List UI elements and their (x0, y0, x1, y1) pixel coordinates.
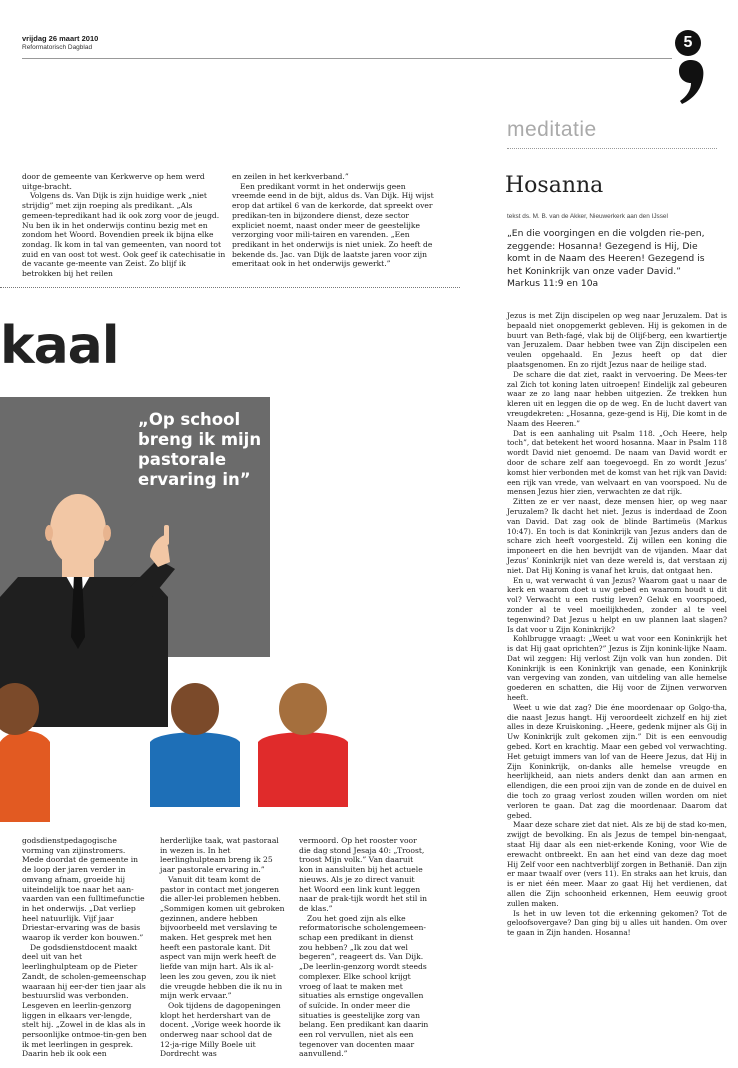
paragraph: Zou het goed zijn als elke reformatorische scholengemeen-schap een predikant in dienst zou hebben? „Ik zou dat wel begeren”, reageert ds. Van Dijk. „De leerlin-genzorg wordt steeds complexer. Elke school krijgt vroeg of laat te maken met situaties als ernstige ongevallen of suïcide. In onder meer die situaties is geestelijke zorg van belang. Een predikant kan daarin een rol vervullen, niet als een tegenover van docenten maar aanvullend.” (299, 913, 429, 1059)
scripture-reference: Markus 11:9 en 10a (507, 278, 599, 289)
headline-fragment: kaal (0, 316, 119, 376)
paragraph: Ook tijdens de dagopeningen klopt het herdershart van de docent. „Vorige week hoorde ik onderweg naar school dat de 12-ja-rige Milly Boele uit Dordrecht was (160, 1000, 281, 1059)
meditation-body (507, 311, 727, 938)
paragraph: Vanuit dit team komt de pastor in contact met jongeren die aller-lei problemen hebben. „Sommigen komen uit gebroken gezinnen, andere hebben bijvoorbeeld met verslaving te maken. Het gesprek met hen heeft een pastorale kant. Dit aspect van mijn werk heeft de liefde van mijn hart. Als ik al-leen les zou geven, zou ik niet die vreugde hebben die ik nu in mijn werk ervaar.” (160, 874, 285, 1001)
bottom-article-col-2 (160, 836, 286, 1059)
meditation-byline: tekst ds. M. B. van de Akker, Nieuwerkerk aan den IJssel (507, 213, 668, 220)
issue-date: vrijdag 26 maart 2010 (22, 34, 99, 43)
student-right (258, 683, 348, 807)
section-divider (0, 287, 460, 288)
page-number: 5 (675, 30, 701, 56)
paragraph: Volgens ds. Van Dijk is zijn huidige werk „niet strijdig” met zijn roeping als predikant. „Als gemeen-tepredikant had ik ook zorg voor de jeugd. Nu ben ik in het onderwijs continu bezig met en zondom het Woord. Bovendien preek ik bijna elke zondag. Ik kom in tal van gemeenten, van noord tot zuid en van oost tot west. Ook geef ik catechisatie in de vacante ge-meente van Zeist. Zo blijf ik betrokken bij het reilen (22, 191, 226, 279)
paragraph: Een predikant vormt in het onderwijs geen vreemde eend in de bijt, aldus ds. Van Dijk. Hij wijst erop dat artikel 6 van de kerkorde, dat spreekt over predikan-ten in bijzondere dienst, deze sector expliciet noemt, naast onder meer de geestelijke verzorging voor mili-tairen en varenden. „Een predikant in het onderwijs is niet uniek. Zo heeft de bekende ds. Jac. van Dijk de laatste jaren voor zijn emeritaat ook in het onderwijs gewerkt.” (232, 181, 434, 269)
paragraph: Is het in uw leven tot die erkenning gekomen? Tot de geloofsovergave? Dan ging bij u alles uit handen. Om over te gaan in Zijn handen. Hosanna! (507, 908, 727, 938)
newspaper-name: Reformatorisch Dagblad (22, 44, 93, 51)
paragraph: En u, wat verwacht ú van Jezus? Waarom gaat u naar de kerk en waarom doet u uw gebed en waarom houdt u dit vol? Verwacht u een rustig leven? Geluk en voorspoed, zonder al te veel moeilijkheden, zonder al te veel tegenwind? Dat Jezus u helpt en uw plannen laat slagen? Is dat voor u Zijn Koninkrijk? (507, 575, 727, 634)
paragraph: godsdienstpedagogische vorming van zijinstromers. Mede doordat de gemeente in de loop der jaren verder in omvang afnam, groeide hij uiteindelijk toe naar het aan-vaarden van een fulltimefunctie in het onderwijs. „Dat verliep heel natuurlijk. Vijf jaar Driestar-ervaring was de basis waarop ik verder kon bouwen.” (22, 836, 145, 943)
paragraph: door de gemeente van Kerkwerve op hem werd uitge-bracht. (22, 172, 205, 191)
paragraph: Zitten ze er ver naast, deze mensen hier, op weg naar Jeruzalem? Ik dacht het niet. Jezus is inderdaad de Zoon van David. Dat zag ook de blinde Bartimeüs (Markus 10:47). En toch is dat Koninkrijk van Jezus anders dan de schare zich heeft voorgesteld. Zij willen een koning die imponeert en die hen bevrijdt van de vijanden. Maar dat Jezus’ Koninkrijk niet van deze wereld is, dat verstaan zij niet. Dat Hij Koning is vanaf het kruis, dat ontgaat hen. (507, 497, 727, 575)
top-article-col-2 (232, 172, 436, 269)
pull-quote: „Op school breng ik mijn pastorale ervaring in” (138, 410, 262, 489)
meditation-title: Hosanna (505, 173, 604, 198)
paragraph: Dat is een aanhaling uit Psalm 118. „Och Heere, help toch”, dat betekent het woord hosanna. Maar in Psalm 118 wordt David niet genoemd. De naam van David wordt er door de schare zelf aan toegevoegd. En zo wordt Jezus’ komst hier verbonden met de komst van het rijk van David: een rijk van vrede, van welvaart en van voorspoed. Nu de mensen Jezus hier zien, verwachten ze dat rijk. (507, 428, 727, 497)
paragraph: Jezus is met Zijn discipelen op weg naar Jeruzalem. Dat is bepaald niet onopgemerkt gebleven. Hij is gekomen in de buurt van Beth-fagé, vlak bij de Olijf-berg, een kwartiertje van Jeruzalem. Daar hebben twee van Zijn discipelen een veulen opgehaald. En Jezus heeft op dat dier plaatsgenomen. En zo rijdt Jezus naar de heilige stad. (507, 311, 727, 369)
scripture-quote (507, 228, 722, 291)
paragraph: Kohlbrugge vraagt: „Weet u wat voor een Koninkrijk het is dat Hij gaat oprichten?” Jezus is Zijn konink-lijke Naam. Dat wil zeggen: Hij verlost Zijn volk van hun zonden. Dit Koninkrijk is een Koninkrijk van genade, een Koninkrijk van vergeving van zonden, van uitdeling van alle hemelse goederen en schatten, die Hij voor de Zijnen verworven heeft. (507, 634, 727, 703)
bottom-article-col-1 (22, 836, 148, 1059)
paragraph: herderlijke taak, wat pastoraal in wezen is. In het leerlinghulpteam breng ik 25 jaar pastorale ervaring in.” (160, 836, 279, 875)
comma-icon (676, 58, 706, 106)
section-label-rule (507, 148, 717, 149)
bottom-article-col-3 (299, 836, 429, 1059)
paragraph: De schare die dat ziet, raakt in vervoering. De Mees-ter zal Zich tot koning laten uitroepen! Eindelijk zal gebeuren waar ze zo lang naar hebben uitgezien. Ze trekken hun kleren uit en leggen die op de weg. En de lucht davert van vreugdekreten: „Hosanna, geze-gend is Hij, Die komt in de Naam des Heeren.” (507, 369, 727, 428)
header-rule (22, 58, 672, 59)
paragraph: en zeilen in het kerkverband.” (232, 172, 349, 181)
paragraph: De godsdienstdocent maakt deel uit van het leerlinghulpteam op de Pieter Zandt, de scholen-gemeenschap waaraan hij eer-der tien jaar als bestuurslid was verbonden. Lesgeven en leerlin-genzorg liggen in elkaars ver-lengde, stelt hij. „Zowel in de klas als in persoonlijke ontmoe-tin-gen ben ik met leerlingen in gesprek. Daarin heb ik ook een (22, 942, 147, 1059)
top-article-col-1 (22, 172, 226, 279)
paragraph: vermoord. Op het rooster voor die dag stond Jesaja 40: „Troost, troost Mijn volk.” Van daaruit kon in aansluiten bij het actuele nieuws. Als je zo direct vanuit het Woord een link kunt leggen naar de prak-tijk wordt het stil in de klas.” (299, 836, 428, 913)
scripture-text: „En die voorgingen en die volgden rie-pen, zeggende: Hosanna! Gezegend is Hij, Die komt in de Naam des Heeren! Gezegend is het Koninkrijk van onze vader David.” (507, 228, 705, 277)
paragraph: Weet u wie dat zag? Die éne moordenaar op Golgo-tha, die naast Jezus hangt. Hij veroordeelt zichzelf en hij ziet alles in deze Kruiskoning. „Heere, gedenk mijner als Gij in Uw Koninkrijk zult gekomen zijn.” Dit is een eenvoudig gebed. Kort en krachtig. Maar een gebed vol verwachting. Het getuigt immers van lof van de Heere Jezus, dat Hij in Zijn Koninkrijk, on-danks alle hemelse vreugde en heerlijkheid, aan niets anders denkt dan aan armen en ellendigen, die een prooi zijn van de zonde en de duivel en die toch zo graag verlost zouden willen worden om niet verloren te gaan. Dat zag die moordenaar. Daarom dat gebed. (507, 702, 727, 820)
section-label: meditatie (507, 118, 597, 141)
paragraph: Maar deze schare ziet dat niet. Als ze bij de stad ko-men, zwijgt de bevolking. En als Jezus de tempel bin-nengaat, staat Hij daar als een niet-erkende Koning, voor Wie de erewacht ontbreekt. En aan het eind van deze dag moet Hij Zelf voor een nachtverblijf zorgen in Bethanië. Dan zijn er maar twaalf over (vers 11). En straks aan het kruis, dan is er niet één meer. Maar zo gaat Hij het verdienen, dat allen die Zijn schoonheid erkennen, Hem eeuwig groot zullen maken. (507, 820, 727, 908)
